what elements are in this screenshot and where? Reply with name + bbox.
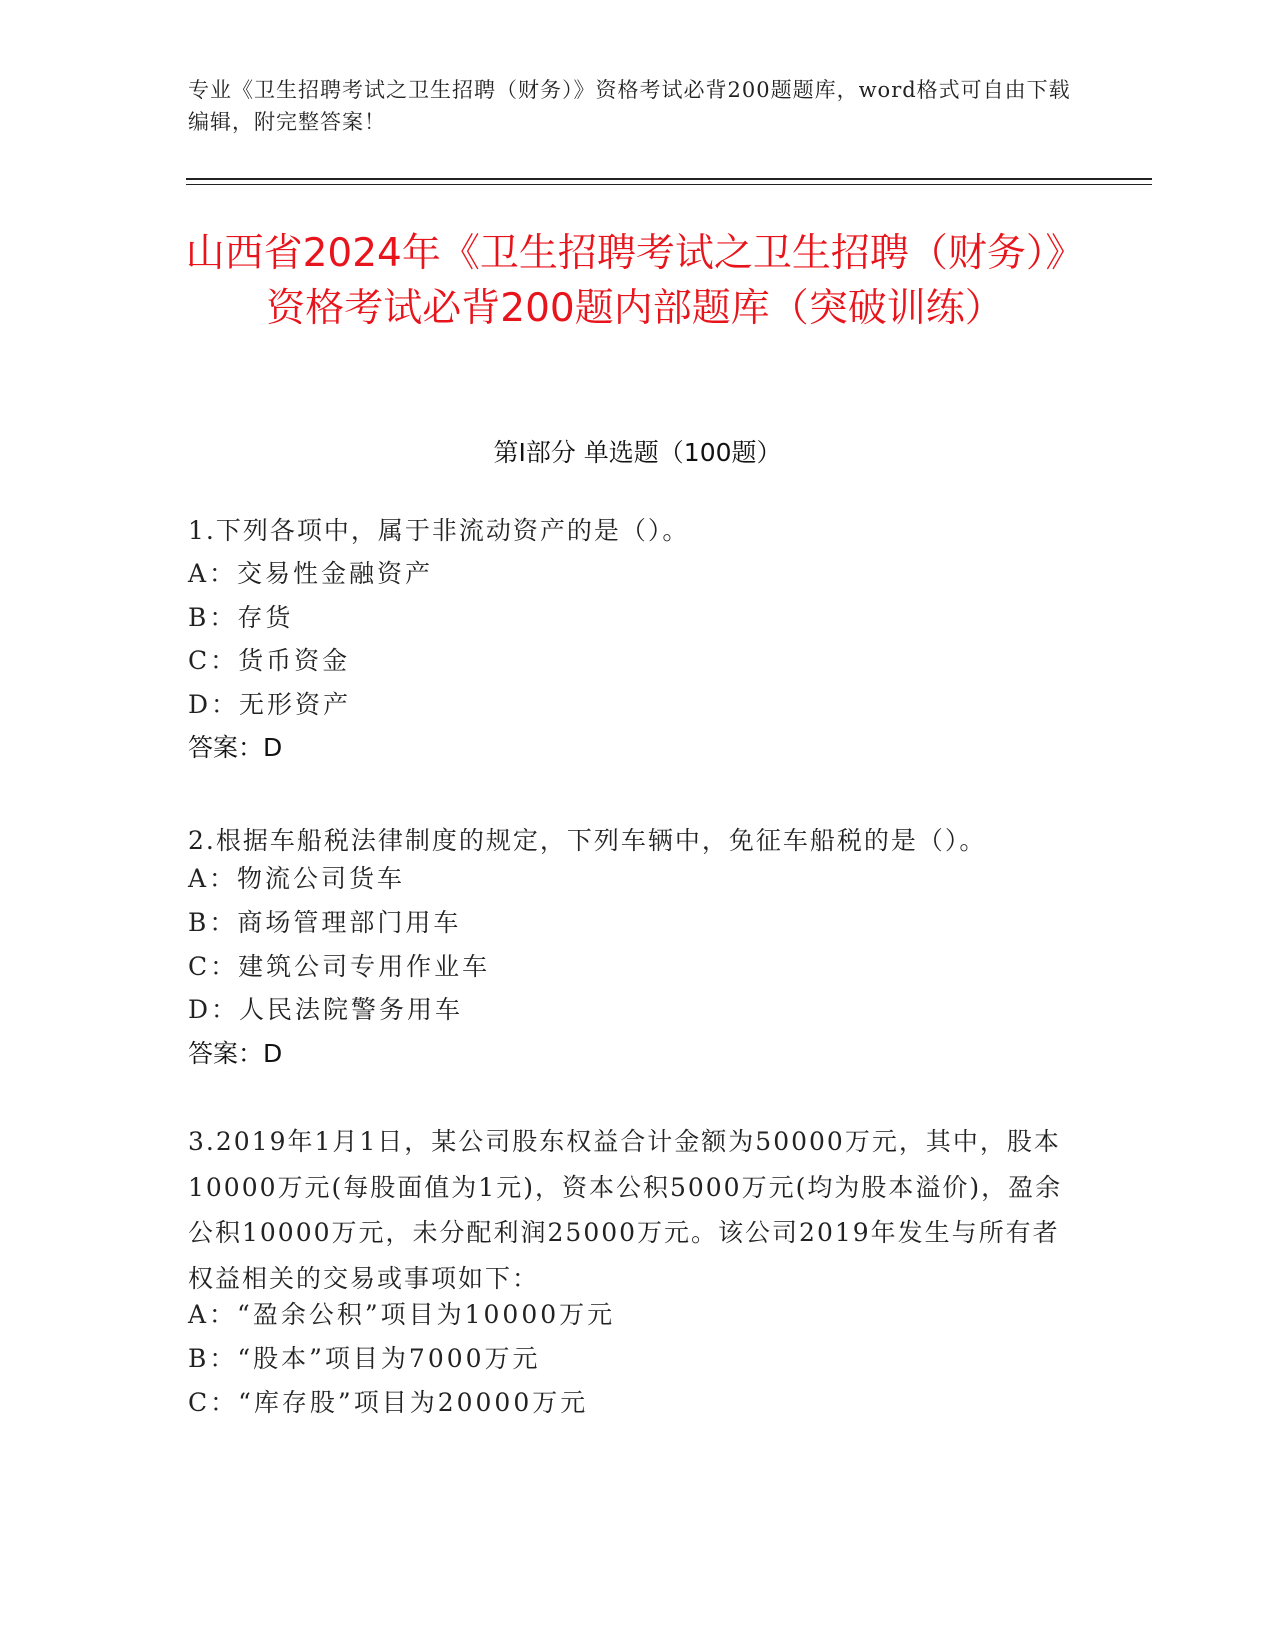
document-title: 山西省2024年《卫生招聘考试之卫生招聘（财务）》资格考试必背200题内部题库（突破训练） (185, 231, 1085, 331)
question-1-stem: 1.下列各项中，属于非流动资产的是（）。 (188, 516, 690, 545)
question-1-option-a: A：交易性金融资产 (188, 559, 434, 588)
question-1-option-c: C：货币资金 (188, 646, 351, 675)
question-2-option-b: B：商场管理部门用车 (188, 908, 462, 937)
question-2-answer: 答案：D (188, 1039, 283, 1068)
header-divider-thin (186, 184, 1152, 185)
question-3-option-c: C：“库存股”项目为20000万元 (188, 1388, 589, 1417)
header-note: 专业《卫生招聘考试之卫生招聘（财务）》资格考试必背200题题库，word格式可自由下载编辑，附完整答案！ (188, 78, 1071, 134)
question-2-option-a: A：物流公司货车 (188, 864, 406, 893)
question-2-option-c: C：建筑公司专用作业车 (188, 952, 491, 981)
section-heading: 第I部分 单选题（100题） (493, 438, 782, 467)
question-1-option-b: B：存货 (188, 603, 294, 632)
question-3-option-a: A：“盈余公积”项目为10000万元 (188, 1300, 616, 1329)
question-3-stem: 3.2019年1月1日，某公司股东权益合计金额为50000万元，其中，股本10000万元(每股面值为1元)，资本公积5000万元(均为股本溢价)，盈余公积10000万元，未分配利润25000万元。该公司2019年发生与所有者权益相关的交易或事项如下： (188, 1127, 1063, 1293)
question-1-option-d: D：无形资产 (188, 690, 352, 719)
header-divider-thick (186, 178, 1152, 180)
question-3-option-b: B：“股本”项目为7000万元 (188, 1344, 541, 1373)
question-2-option-d: D：人民法院警务用车 (188, 995, 464, 1024)
question-1-answer: 答案：D (188, 733, 283, 762)
question-2-stem: 2.根据车船税法律制度的规定，下列车辆中，免征车船税的是（）。 (188, 826, 987, 855)
